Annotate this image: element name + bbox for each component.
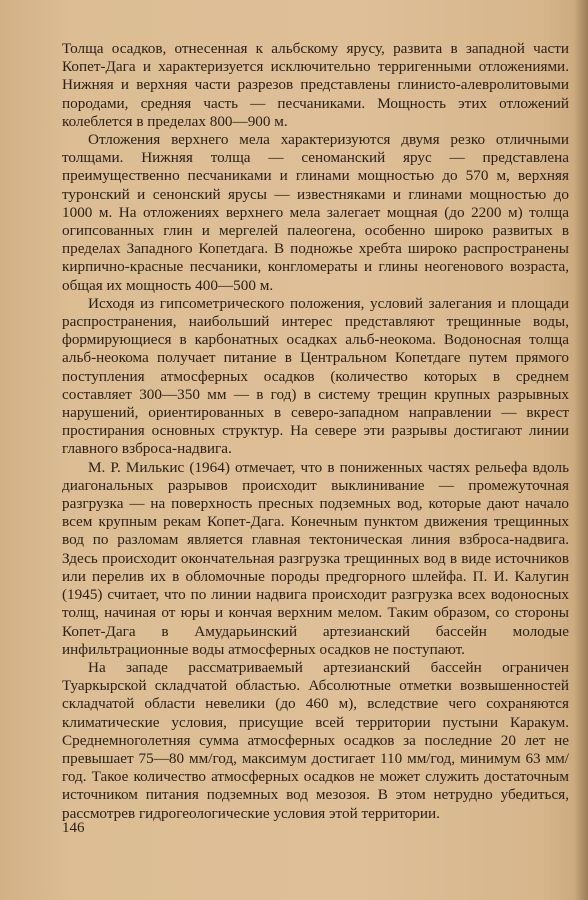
paragraph-1: Толща осадков, отнесенная к альбскому ярусу, развита в западной части Копет-Дага и характеризуется исключительно терригенными отложениями. Нижняя и верхняя части разрезов представлены глинисто-алевролитовыми породами, средняя часть — песчаниками. Мощность этих отложений колеблется в пределах 800—900 м. (62, 40, 569, 130)
paragraph-5: На западе рассматриваемый артезианский бассейн ограничен Туаркырской складчатой областью. Абсолютные отметки возвышенностей складчатой области невелики (до 460 м), вследствие чего сохраняются климатические условия, присущие всей территории пустыни Каракум. Среднемноголетняя сумма атмосферных осадков за последние 20 лет не превышает 75—80 мм/год, максимум достигает 110 мм/год, минимум 63 мм/год. Такое количество атмосферных осадков не может служить достаточным источником питания подземных вод мезозоя. В этом нетрудно убедиться, рассмотрев гидрогеологические условия этой территории. (62, 658, 569, 822)
paragraph-3: Исходя из гипсометрического положения, условий залегания и площади распространения, наибольший интерес представляют трещинные воды, формирующиеся в карбонатных осадках альб-неокома. Водоносная толща альб-неокома получает питание в Центральном Копетдаге путем прямого поступления атмосферных осадков (количество которых в среднем составляет 300—350 мм — в год) в систему трещин крупных разрывных нарушений, ориентированных в северо-западном направлении — вкрест простирания основных структур. На севере эти разрывы достигают линии главного взброса-надвига. (62, 294, 569, 458)
body-text (62, 40, 569, 823)
paragraph-2: Отложения верхнего мела характеризуются двумя резко отличными толщами. Нижняя толща — сеноманский ярус — представлена преимущественно песчаниками и глинами мощностью до 570 м, верхняя туронский и сенонский ярусы — известняками и глинами мощностью до 1000 м. На отложениях верхнего мела залегает мощная (до 2200 м) толща огипсованных глин и мергелей палеогена, особенно широко развитых в пределах Западного Копетдага. В подножье хребта широко распространены кирпично-красные песчаники, конгломераты и глины неогенового возраста, общая их мощность 400—500 м. (62, 131, 569, 294)
page-spine-shadow (574, 0, 588, 900)
page-number: 146 (62, 820, 85, 836)
paragraph-4: М. Р. Милькис (1964) отмечает, что в пониженных частях рельефа вдоль диагональных разрывов происходит выклинивание — промежуточная разгрузка — на поверхность пресных подземных вод, которые дают начало всем крупным рекам Копет-Дага. Конечным пунктом движения трещинных вод по разломам является главная тектоническая линия взброса-надвига. Здесь происходит окончательная разгрузка трещинных вод в виде источников или перелив их в обломочные породы предгорного шлейфа. П. И. Калугин (1945) считает, что по линии надвига происходит разгрузка всех водоносных толщ, начиная от юры и кончая верхним мелом. Таким образом, со стороны Копет-Дага в Амударьинский артезианский бассейн молодые инфильтрационные воды атмосферных осадков не поступают. (62, 458, 569, 658)
